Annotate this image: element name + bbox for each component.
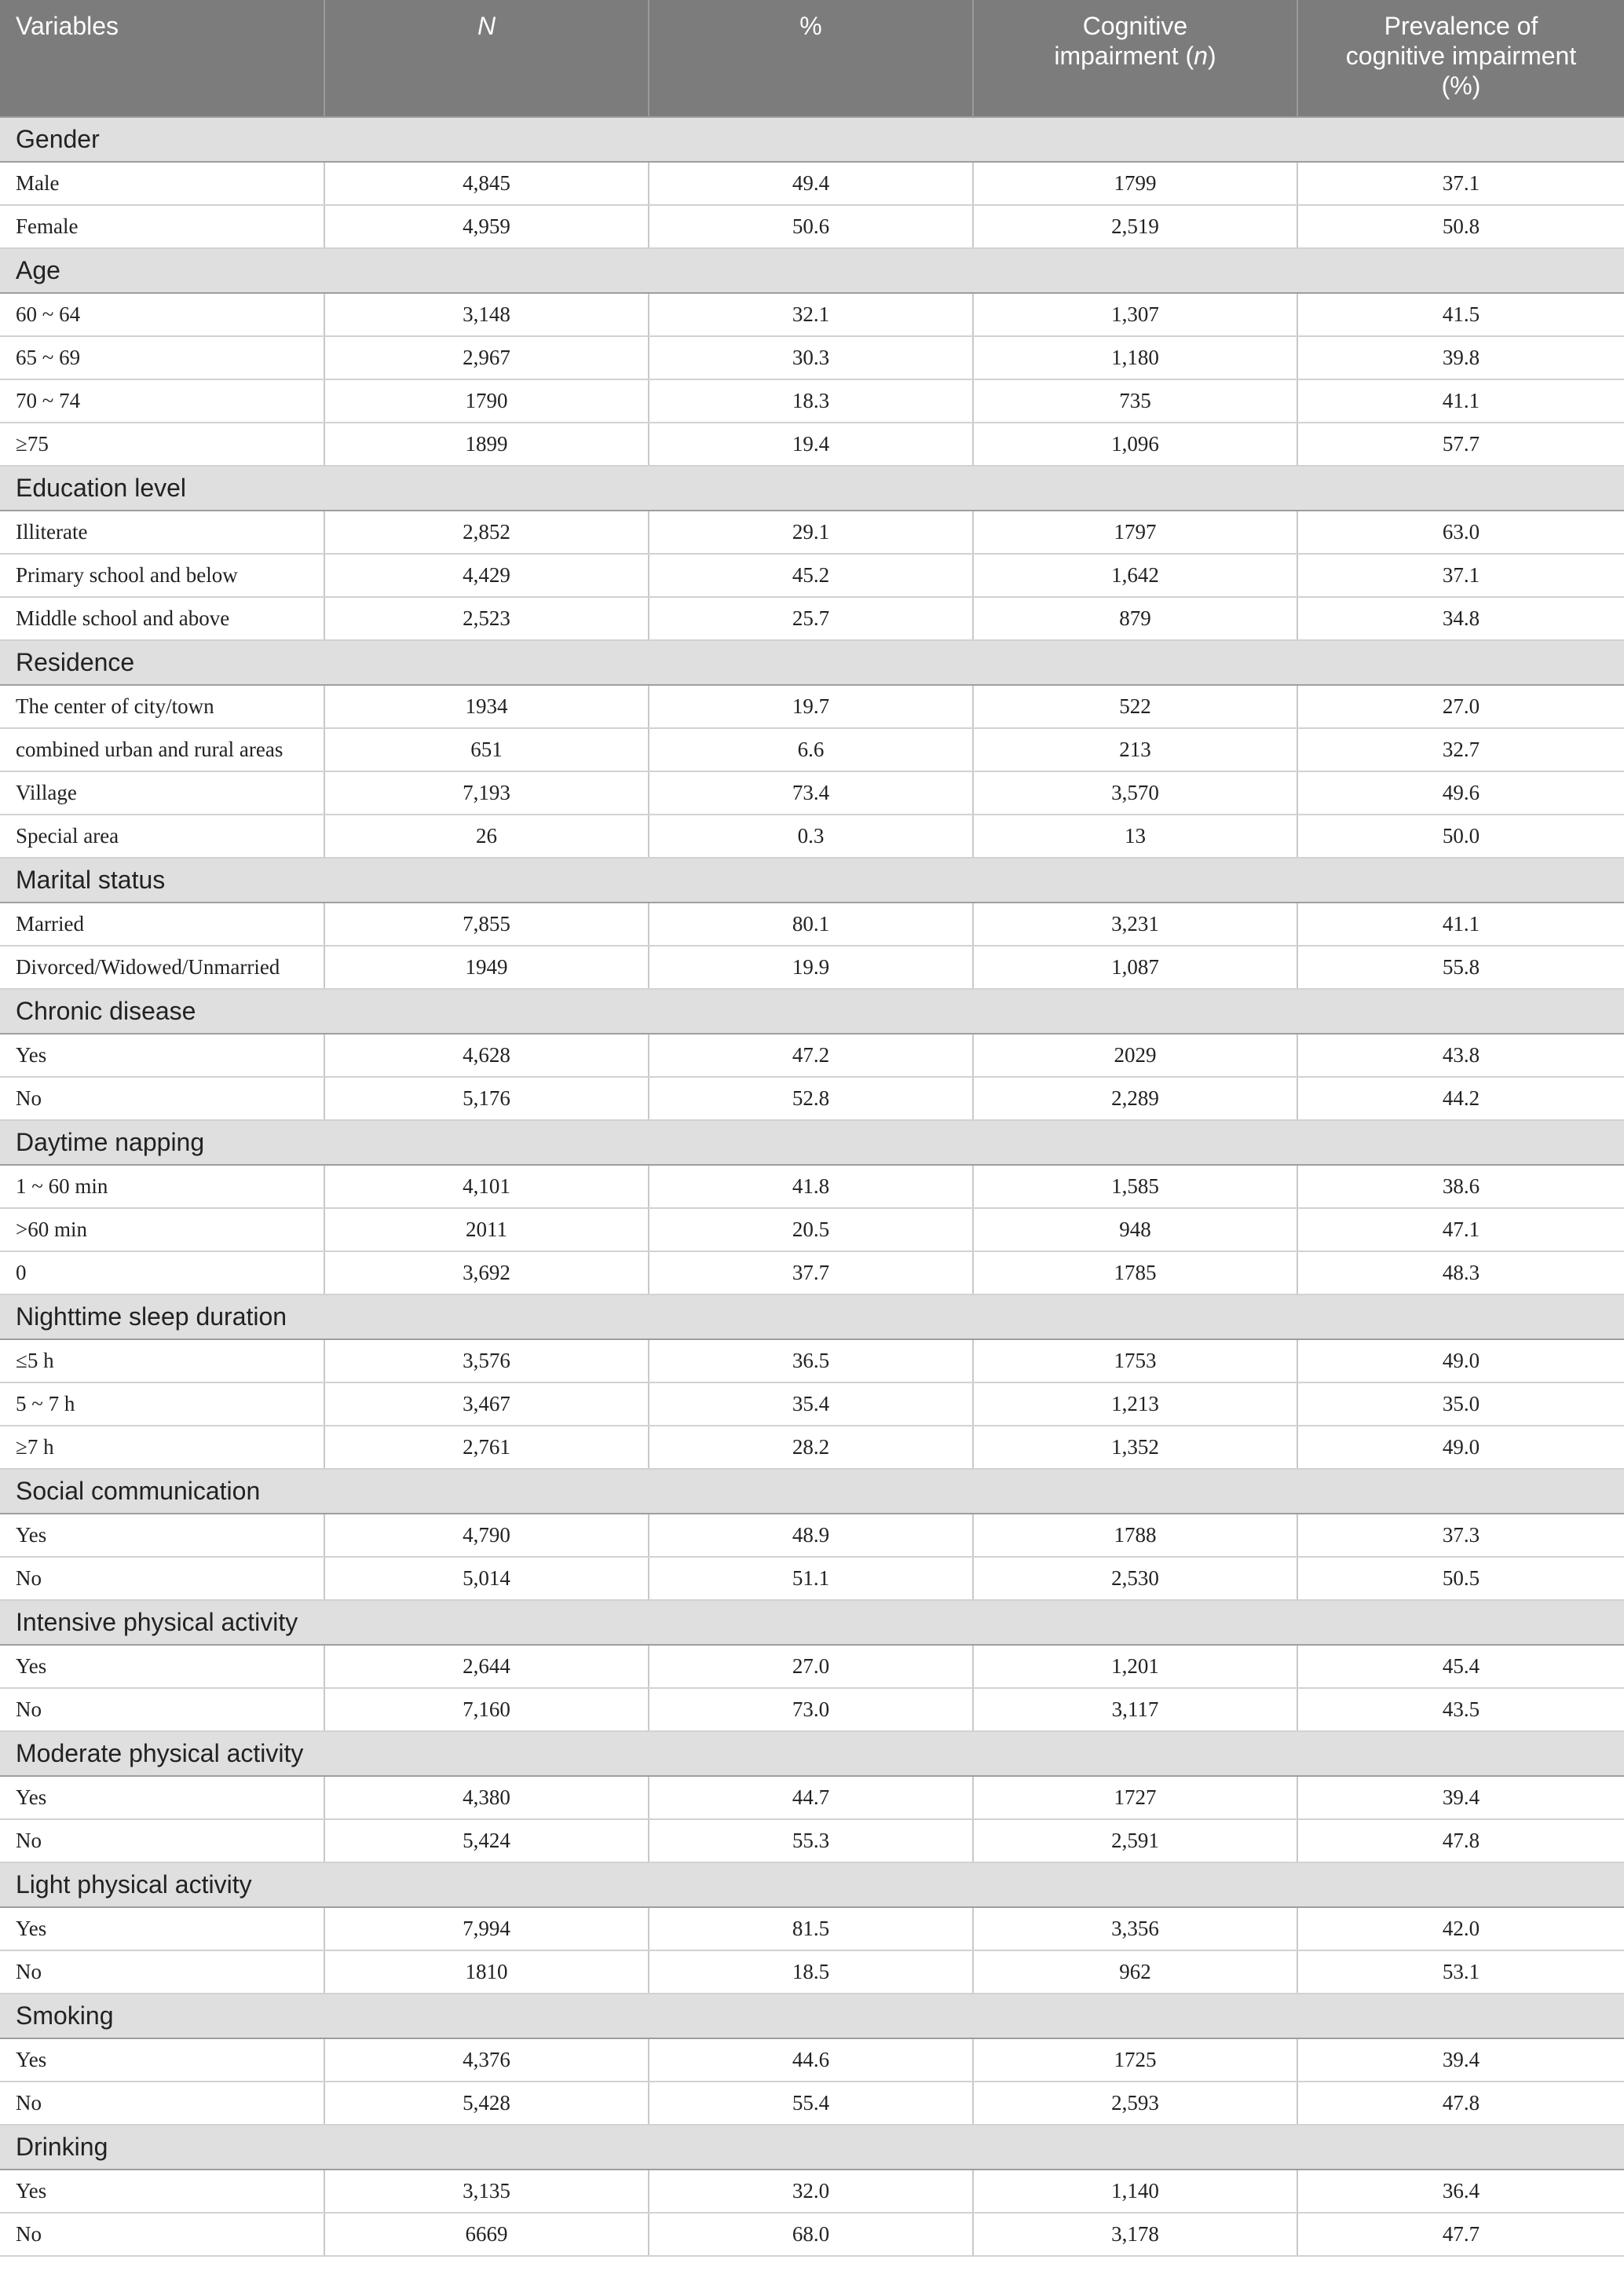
n-cell: 3,692: [324, 1251, 649, 1294]
percent-cell: 20.5: [649, 1208, 973, 1251]
prevalence-cell: 47.8: [1297, 1819, 1624, 1862]
impairment-count-cell: 2,591: [973, 1819, 1297, 1862]
percent-cell: 18.5: [649, 1950, 973, 1994]
impairment-count-cell: 1799: [973, 162, 1297, 205]
variable-cell: No: [0, 1819, 324, 1862]
variable-cell: Yes: [0, 1907, 324, 1950]
table-row: [0, 1339, 1624, 1382]
impairment-count-cell: 13: [973, 815, 1297, 858]
table-row: [0, 1907, 1624, 1950]
prevalence-cell: 35.0: [1297, 1382, 1624, 1426]
table-row: [0, 815, 1624, 858]
table-row: [0, 1208, 1624, 1251]
percent-cell: 52.8: [649, 1077, 973, 1120]
impairment-count-cell: 1727: [973, 1776, 1297, 1819]
percent-cell: 73.4: [649, 771, 973, 815]
group-header-row: [0, 989, 1624, 1034]
prevalence-cell: 53.1: [1297, 1950, 1624, 1994]
variable-cell: Yes: [0, 1514, 324, 1557]
n-cell: 7,193: [324, 771, 649, 815]
group-header-row: [0, 1120, 1624, 1165]
variable-cell: Illiterate: [0, 511, 324, 554]
table-row: [0, 423, 1624, 466]
group-header-row: [0, 248, 1624, 293]
impairment-count-cell: 879: [973, 597, 1297, 640]
group-title: Age: [0, 248, 1624, 293]
n-cell: 4,101: [324, 1165, 649, 1208]
variable-cell: combined urban and rural areas: [0, 728, 324, 771]
impairment-count-cell: 2,519: [973, 205, 1297, 248]
prevalence-cell: 43.8: [1297, 1034, 1624, 1077]
prevalence-cell: 44.2: [1297, 1077, 1624, 1120]
table-row: [0, 1557, 1624, 1600]
variable-cell: Middle school and above: [0, 597, 324, 640]
percent-cell: 44.7: [649, 1776, 973, 1819]
percent-cell: 25.7: [649, 597, 973, 640]
n-cell: 3,148: [324, 293, 649, 336]
percent-cell: 37.7: [649, 1251, 973, 1294]
percent-cell: 30.3: [649, 336, 973, 379]
impairment-count-cell: 3,117: [973, 1688, 1297, 1731]
table-row: [0, 1645, 1624, 1688]
percent-cell: 48.9: [649, 1514, 973, 1557]
impairment-count-cell: 1,087: [973, 946, 1297, 989]
variable-cell: Yes: [0, 2038, 324, 2082]
prevalence-cell: 57.7: [1297, 423, 1624, 466]
table-row: [0, 205, 1624, 248]
header-prevalence-line3: (%): [1441, 71, 1481, 100]
prevalence-cell: 50.0: [1297, 815, 1624, 858]
group-title: Light physical activity: [0, 1862, 1624, 1907]
impairment-count-cell: 1725: [973, 2038, 1297, 2082]
percent-cell: 55.4: [649, 2082, 973, 2125]
percent-cell: 29.1: [649, 511, 973, 554]
impairment-count-cell: 1785: [973, 1251, 1297, 1294]
n-cell: 2,761: [324, 1426, 649, 1469]
variable-cell: ≥7 h: [0, 1426, 324, 1469]
n-cell: 5,428: [324, 2082, 649, 2125]
header-n-label: N: [477, 12, 496, 40]
prevalence-cell: 47.7: [1297, 2213, 1624, 2256]
n-cell: 5,014: [324, 1557, 649, 1600]
group-title: Education level: [0, 466, 1624, 511]
variable-cell: Village: [0, 771, 324, 815]
n-cell: 7,160: [324, 1688, 649, 1731]
percent-cell: 19.9: [649, 946, 973, 989]
percent-cell: 50.6: [649, 205, 973, 248]
group-title: Intensive physical activity: [0, 1600, 1624, 1645]
table-row: [0, 2213, 1624, 2256]
n-cell: 2,852: [324, 511, 649, 554]
impairment-count-cell: 1,180: [973, 336, 1297, 379]
group-header-row: [0, 1731, 1624, 1776]
variable-cell: Yes: [0, 1776, 324, 1819]
n-cell: 1810: [324, 1950, 649, 1994]
group-title: Daytime napping: [0, 1120, 1624, 1165]
variable-cell: No: [0, 1557, 324, 1600]
impairment-count-cell: 3,570: [973, 771, 1297, 815]
n-cell: 26: [324, 815, 649, 858]
impairment-count-cell: 1788: [973, 1514, 1297, 1557]
variable-cell: Primary school and below: [0, 554, 324, 597]
group-title: Nighttime sleep duration: [0, 1294, 1624, 1339]
impairment-count-cell: 522: [973, 685, 1297, 728]
n-cell: 651: [324, 728, 649, 771]
impairment-count-cell: 1,307: [973, 293, 1297, 336]
header-prevalence: [1297, 0, 1624, 117]
n-cell: 6669: [324, 2213, 649, 2256]
impairment-count-cell: 213: [973, 728, 1297, 771]
variable-cell: Married: [0, 903, 324, 946]
table-row: [0, 1819, 1624, 1862]
variable-cell: Special area: [0, 815, 324, 858]
table-row: [0, 379, 1624, 423]
header-n: [324, 0, 649, 117]
group-title: Social communication: [0, 1469, 1624, 1514]
group-header-row: [0, 640, 1624, 685]
group-title: Smoking: [0, 1994, 1624, 2038]
n-cell: 4,429: [324, 554, 649, 597]
percent-cell: 41.8: [649, 1165, 973, 1208]
group-header-row: [0, 1862, 1624, 1907]
table-row: [0, 946, 1624, 989]
prevalence-cell: 47.1: [1297, 1208, 1624, 1251]
group-title: Gender: [0, 117, 1624, 162]
impairment-count-cell: 962: [973, 1950, 1297, 1994]
group-title: Drinking: [0, 2125, 1624, 2170]
variable-cell: No: [0, 1950, 324, 1994]
percent-cell: 44.6: [649, 2038, 973, 2082]
n-cell: 3,135: [324, 2170, 649, 2213]
percent-cell: 81.5: [649, 1907, 973, 1950]
group-header-row: [0, 858, 1624, 903]
header-row: [0, 0, 1624, 117]
n-cell: 4,790: [324, 1514, 649, 1557]
prevalence-cell: 55.8: [1297, 946, 1624, 989]
percent-cell: 80.1: [649, 903, 973, 946]
impairment-count-cell: 1,642: [973, 554, 1297, 597]
prevalence-cell: 41.1: [1297, 903, 1624, 946]
table-row: [0, 597, 1624, 640]
prevalence-cell: 49.0: [1297, 1426, 1624, 1469]
header-cognitive-impairment: [973, 0, 1297, 117]
prevalence-cell: 32.7: [1297, 728, 1624, 771]
variable-cell: 70 ~ 74: [0, 379, 324, 423]
table-row: [0, 293, 1624, 336]
prevalence-cell: 43.5: [1297, 1688, 1624, 1731]
variable-cell: Male: [0, 162, 324, 205]
impairment-count-cell: 948: [973, 1208, 1297, 1251]
n-cell: 5,176: [324, 1077, 649, 1120]
header-prevalence-line1: Prevalence of: [1384, 12, 1538, 40]
impairment-count-cell: 2029: [973, 1034, 1297, 1077]
n-cell: 2,644: [324, 1645, 649, 1688]
table-row: [0, 1251, 1624, 1294]
table-row: [0, 1382, 1624, 1426]
percent-cell: 32.1: [649, 293, 973, 336]
impairment-count-cell: 1,585: [973, 1165, 1297, 1208]
prevalence-cell: 37.1: [1297, 162, 1624, 205]
percent-cell: 55.3: [649, 1819, 973, 1862]
table-row: [0, 1688, 1624, 1731]
percent-cell: 0.3: [649, 815, 973, 858]
prevalence-cell: 41.5: [1297, 293, 1624, 336]
percent-cell: 36.5: [649, 1339, 973, 1382]
group-header-row: [0, 466, 1624, 511]
percent-cell: 68.0: [649, 2213, 973, 2256]
prevalence-cell: 27.0: [1297, 685, 1624, 728]
impairment-count-cell: 2,530: [973, 1557, 1297, 1600]
variable-cell: The center of city/town: [0, 685, 324, 728]
percent-cell: 32.0: [649, 2170, 973, 2213]
percent-cell: 45.2: [649, 554, 973, 597]
prevalence-cell: 49.6: [1297, 771, 1624, 815]
impairment-count-cell: 1,213: [973, 1382, 1297, 1426]
header-ci-close: ): [1207, 42, 1216, 70]
percent-cell: 49.4: [649, 162, 973, 205]
n-cell: 7,855: [324, 903, 649, 946]
impairment-count-cell: 1797: [973, 511, 1297, 554]
impairment-count-cell: 1,352: [973, 1426, 1297, 1469]
impairment-count-cell: 2,289: [973, 1077, 1297, 1120]
variable-cell: Divorced/Widowed/Unmarried: [0, 946, 324, 989]
group-title: Chronic disease: [0, 989, 1624, 1034]
group-header-row: [0, 2125, 1624, 2170]
variable-cell: 60 ~ 64: [0, 293, 324, 336]
variable-cell: 65 ~ 69: [0, 336, 324, 379]
group-title: Residence: [0, 640, 1624, 685]
impairment-count-cell: 1753: [973, 1339, 1297, 1382]
percent-cell: 28.2: [649, 1426, 973, 1469]
group-header-row: [0, 1469, 1624, 1514]
n-cell: 3,576: [324, 1339, 649, 1382]
percent-cell: 19.4: [649, 423, 973, 466]
variable-cell: No: [0, 1688, 324, 1731]
prevalence-cell: 50.8: [1297, 205, 1624, 248]
percent-cell: 35.4: [649, 1382, 973, 1426]
prevalence-cell: 48.3: [1297, 1251, 1624, 1294]
table-row: [0, 771, 1624, 815]
percent-cell: 51.1: [649, 1557, 973, 1600]
prevalence-cell: 36.4: [1297, 2170, 1624, 2213]
variable-cell: No: [0, 2213, 324, 2256]
impairment-count-cell: 3,231: [973, 903, 1297, 946]
prevalence-cell: 45.4: [1297, 1645, 1624, 1688]
variable-cell: Yes: [0, 2170, 324, 2213]
table-row: [0, 1077, 1624, 1120]
prevalence-cell: 63.0: [1297, 511, 1624, 554]
prevalence-cell: 39.4: [1297, 1776, 1624, 1819]
group-header-row: [0, 1600, 1624, 1645]
prevalence-cell: 34.8: [1297, 597, 1624, 640]
n-cell: 4,845: [324, 162, 649, 205]
header-percent: %: [649, 0, 973, 117]
table-row: [0, 511, 1624, 554]
n-cell: 2011: [324, 1208, 649, 1251]
n-cell: 4,376: [324, 2038, 649, 2082]
table-row: [0, 162, 1624, 205]
impairment-count-cell: 735: [973, 379, 1297, 423]
table-row: [0, 336, 1624, 379]
impairment-count-cell: 1,201: [973, 1645, 1297, 1688]
prevalence-cell: 50.5: [1297, 1557, 1624, 1600]
n-cell: 5,424: [324, 1819, 649, 1862]
n-cell: 3,467: [324, 1382, 649, 1426]
variable-cell: No: [0, 2082, 324, 2125]
impairment-count-cell: 2,593: [973, 2082, 1297, 2125]
table-row: [0, 2170, 1624, 2213]
percent-cell: 6.6: [649, 728, 973, 771]
variable-cell: Yes: [0, 1034, 324, 1077]
variable-cell: >60 min: [0, 1208, 324, 1251]
n-cell: 1949: [324, 946, 649, 989]
group-header-row: [0, 117, 1624, 162]
n-cell: 2,523: [324, 597, 649, 640]
prevalence-cell: 38.6: [1297, 1165, 1624, 1208]
table-row: [0, 903, 1624, 946]
variable-cell: Female: [0, 205, 324, 248]
prevalence-cell: 42.0: [1297, 1907, 1624, 1950]
n-cell: 4,380: [324, 1776, 649, 1819]
prevalence-cell: 49.0: [1297, 1339, 1624, 1382]
impairment-count-cell: 1,140: [973, 2170, 1297, 2213]
table-row: [0, 728, 1624, 771]
prevalence-cell: 39.8: [1297, 336, 1624, 379]
table-row: [0, 1426, 1624, 1469]
variable-cell: Yes: [0, 1645, 324, 1688]
n-cell: 4,959: [324, 205, 649, 248]
group-header-row: [0, 1994, 1624, 2038]
impairment-count-cell: 3,356: [973, 1907, 1297, 1950]
n-cell: 1899: [324, 423, 649, 466]
prevalence-cell: 41.1: [1297, 379, 1624, 423]
n-cell: 7,994: [324, 1907, 649, 1950]
table-row: [0, 1034, 1624, 1077]
table-row: [0, 554, 1624, 597]
variable-cell: 0: [0, 1251, 324, 1294]
table-row: [0, 1165, 1624, 1208]
variable-cell: No: [0, 1077, 324, 1120]
group-title: Moderate physical activity: [0, 1731, 1624, 1776]
percent-cell: 19.7: [649, 685, 973, 728]
prevalence-cell: 47.8: [1297, 2082, 1624, 2125]
n-cell: 1934: [324, 685, 649, 728]
impairment-count-cell: 3,178: [973, 2213, 1297, 2256]
group-title: Marital status: [0, 858, 1624, 903]
prevalence-cell: 39.4: [1297, 2038, 1624, 2082]
table-header: [0, 0, 1624, 117]
header-prevalence-line2: cognitive impairment: [1345, 42, 1577, 70]
table-row: [0, 1776, 1624, 1819]
variable-cell: ≥75: [0, 423, 324, 466]
variable-cell: 1 ~ 60 min: [0, 1165, 324, 1208]
prevalence-cell: 37.1: [1297, 554, 1624, 597]
impairment-count-cell: 1,096: [973, 423, 1297, 466]
table-row: [0, 1950, 1624, 1994]
n-cell: 2,967: [324, 336, 649, 379]
header-ci-n: n: [1194, 42, 1208, 70]
group-header-row: [0, 1294, 1624, 1339]
header-ci-line1: Cognitive: [1082, 12, 1188, 40]
percent-cell: 73.0: [649, 1688, 973, 1731]
percent-cell: 27.0: [649, 1645, 973, 1688]
header-ci-line2: impairment (: [1054, 42, 1194, 70]
prevalence-cell: 37.3: [1297, 1514, 1624, 1557]
header-variables: Variables: [0, 0, 324, 117]
table-row: [0, 685, 1624, 728]
table-row: [0, 2038, 1624, 2082]
table-row: [0, 1514, 1624, 1557]
table-body: [0, 117, 1624, 2256]
variable-cell: 5 ~ 7 h: [0, 1382, 324, 1426]
percent-cell: 18.3: [649, 379, 973, 423]
percent-cell: 47.2: [649, 1034, 973, 1077]
n-cell: 4,628: [324, 1034, 649, 1077]
variable-cell: ≤5 h: [0, 1339, 324, 1382]
n-cell: 1790: [324, 379, 649, 423]
table-row: [0, 2082, 1624, 2125]
